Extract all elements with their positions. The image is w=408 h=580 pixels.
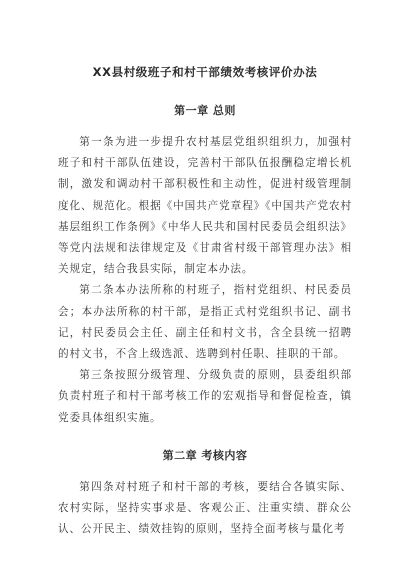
article-2-paragraph: 第二条本办法所称的村班子，指村党组织、村民委员会；本办法所称的村干部，是指正式村党组织书记、副书记，村民委员会主任、副主任和村文书，含全县统一招聘的村文书，不含上级选派、选聘到村任职、挂职的干部。 [58, 284, 352, 361]
chapter-2-heading: 第二章 考核内容 [162, 448, 248, 462]
article-3-paragraph: 第三条按照分级管理、分级负责的原则，县委组织部负责村班子和村干部考核工作的宏观指导和督促检查，镇党委具体组织实施。 [58, 369, 352, 424]
article-4-paragraph: 第四条对村班子和村干部的考核，要结合各镇实际、农村实际，坚持实事求是、客观公正、注重实绩、群众公认、公开民主、绩效挂钩的原则，坚持全面考核与量化考 [58, 480, 352, 536]
document-title: XX县村级班子和村干部绩效考核评价办法 [92, 65, 318, 79]
article-1-paragraph: 第一条为进一步提升农村基层党组织组织力，加强村班子和村干部队伍建设，完善村干部队伍报酬稳定增长机制，激发和调动村干部积极性和主动性，促进村级管理制度化、规范化。根据《中国共产党章程》《中国共产党农村基层组织工作条例》《中华人民共和国村民委员会组织法》等党内法规和法律规定及《甘肃省村级干部管理办法》相关规定，结合我县实际，制定本办法。 [58, 136, 352, 276]
chapter-1-heading: 第一章 总则 [174, 104, 236, 117]
